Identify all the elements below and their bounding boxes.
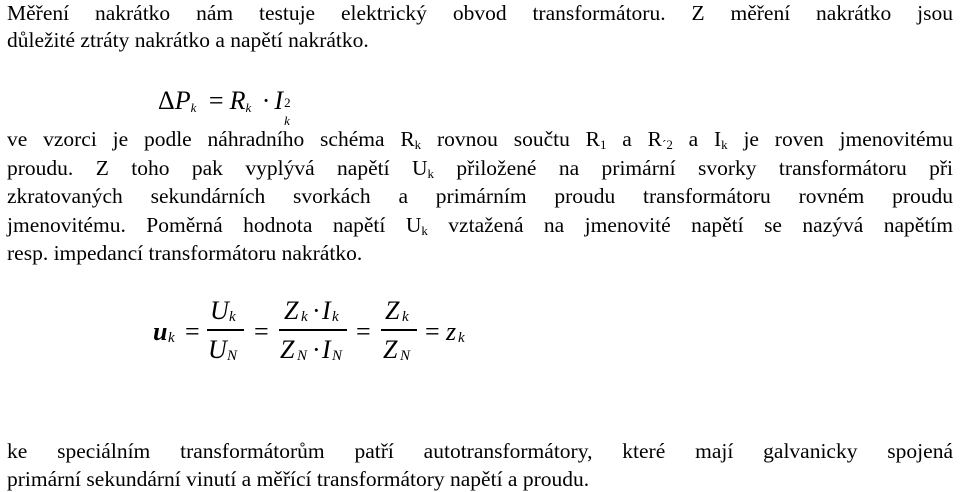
formula2-frac2-den-Isub: N	[332, 348, 343, 364]
formula2-frac2-den-Z: Z	[280, 335, 295, 364]
delta-symbol: Δ	[158, 86, 175, 115]
formula1-I: I	[274, 86, 284, 115]
formula2-frac1-den-U: U	[208, 335, 227, 364]
formula2-equals-1: =	[185, 317, 200, 346]
formula2-z-sub: k	[458, 330, 465, 346]
formula1-R: R	[229, 86, 246, 115]
formula2-equals-3: =	[356, 317, 371, 346]
formula-short-circuit-loss: $\Delta P_k = R_k \cdot I$ 2 k	[158, 86, 291, 128]
formula1-dot: ·	[261, 86, 271, 115]
formula2-frac2-num-Isub: k	[332, 309, 339, 325]
formula1-P-sub: k	[190, 100, 197, 115]
formula2-frac2-den-I: I	[322, 335, 331, 364]
formula2-frac1-num-sub: k	[229, 309, 236, 325]
formula1-P: P	[174, 86, 191, 115]
paragraph2-line2: proudu. Z toho pak vyplývá napětí $U_k$ přiložené na primární svorky transformátoru při	[7, 156, 953, 181]
formula2-frac2-den-Zsub: N	[297, 348, 308, 364]
paragraph3-line2: primární sekundární vinutí a měřící transformátory napětí a proudu.	[7, 467, 590, 491]
formula2-z: z	[446, 317, 457, 346]
formula2-frac3-num-sub: k	[402, 309, 409, 325]
formula2-frac3-den-sub: N	[400, 348, 411, 364]
paragraph2-line3: zkratovaných sekundárních svorkách a primárním proudu transformátoru rovném proudu	[7, 184, 953, 208]
paragraph2-line5: resp. impedancí transformátoru nakrátko.	[7, 241, 363, 265]
fraction-line-1	[207, 329, 244, 331]
formula2-frac1-den-sub: N	[227, 348, 238, 364]
formula2-equals-4: =	[425, 317, 440, 346]
formula2-frac2-num-I: I	[322, 296, 331, 325]
formula2-frac1-num-U: U	[210, 296, 229, 325]
formula2-equals-2: =	[254, 317, 269, 346]
paragraph1-line2: důležité ztráty nakrátko a napětí nakrátko.	[7, 28, 369, 52]
formula2-frac3-num-Z: Z	[385, 296, 400, 325]
formula2-frac2-num-Zsub: k	[301, 309, 308, 325]
formula1-equals: =	[208, 86, 224, 115]
paragraph1-line1: Měření nakrátko nám testuje elektrický obvod transformátoru. Z měření nakrátko jsou	[7, 1, 953, 25]
formula1-R-sub: k	[245, 100, 252, 115]
fraction-line-3	[381, 329, 417, 331]
fraction-line-2	[279, 329, 347, 331]
paragraph2-line1: ve vzorci je podle náhradního schéma $R_k$ rovnou součtu $R_1$ a $R_{´2}$ a $I_k$ je roven jmenovitému	[7, 127, 953, 152]
formula2-frac2-den-dot: ·	[312, 335, 321, 364]
paragraph2-line4: jmenovitému. Poměrná hodnota napětí $U_k$ vztažená na jmenovité napětí se nazývá napětím	[7, 213, 953, 238]
paragraph3-line1: ke speciálním transformátorům patří autotransformátory, které mají galvanicky spojená	[7, 439, 953, 463]
formula2-u: u	[153, 317, 168, 346]
formula2-frac2-num-Z: Z	[284, 296, 299, 325]
formula2-frac2-num-dot: ·	[312, 296, 321, 325]
formula2-u-sub: k	[168, 330, 175, 346]
formula-relative-voltage	[0, 290, 960, 380]
formula2-frac3-den-Z: Z	[383, 335, 398, 364]
